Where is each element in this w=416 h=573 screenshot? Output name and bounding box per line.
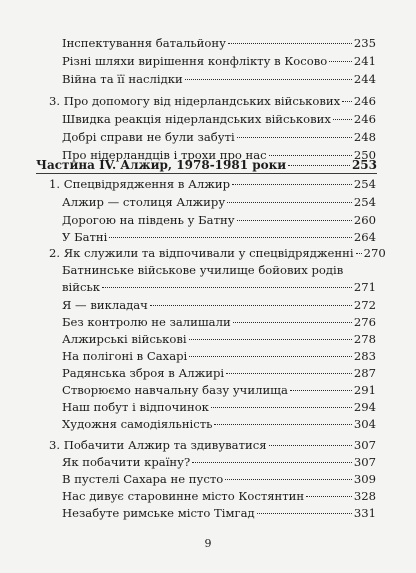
toc-entry-title: Створюємо навчальну базу училища — [62, 382, 288, 397]
toc-entry — [62, 36, 376, 50]
dot-leader — [192, 462, 352, 463]
dot-leader — [237, 137, 352, 138]
toc-entry-title: Про нідерландців і трохи про нас — [62, 147, 267, 162]
toc-entry-page: 244 — [353, 71, 376, 86]
dot-leader — [189, 339, 352, 340]
dot-leader — [189, 356, 352, 357]
dot-leader — [333, 119, 352, 120]
toc-entry-title: Інспектування батальйону — [62, 35, 226, 50]
toc-entry — [62, 417, 376, 431]
toc-entry-title: Радянська зброя в Алжирі — [62, 365, 225, 380]
toc-entry-page: 241 — [353, 53, 376, 68]
toc-entry-page: 309 — [353, 472, 376, 486]
toc-entry-title: Як побачити країну? — [62, 455, 191, 470]
dot-leader — [227, 202, 352, 203]
toc-entry — [62, 472, 376, 486]
toc-entry-title: Наш побут і відпочинок — [62, 399, 209, 414]
dot-leader — [288, 165, 350, 166]
dot-leader — [269, 155, 352, 156]
dot-leader — [214, 424, 351, 425]
toc-entry — [62, 230, 376, 244]
toc-entry-page: 291 — [353, 382, 376, 397]
toc-entry-title: Дорогою на південь у Батну — [62, 212, 235, 227]
toc-entry-page: 264 — [353, 230, 376, 245]
toc-entry-title: 3. Про допомогу від нідерландських військових — [49, 94, 341, 109]
dot-leader — [342, 101, 352, 102]
toc-entry-title: На полігоні в Сахарі — [62, 348, 188, 363]
toc-entry — [62, 455, 376, 469]
dot-leader — [109, 237, 352, 238]
toc-entry-page: 278 — [353, 331, 376, 346]
toc-entry-title: 1. Спецвідрядження в Алжир — [49, 176, 231, 191]
toc-entry — [62, 298, 376, 312]
toc-entry — [49, 177, 376, 191]
toc-entry — [62, 400, 376, 414]
dot-leader — [226, 373, 352, 374]
toc-entry-title: Добрі справи не були забуті — [62, 129, 235, 144]
toc-entry — [62, 213, 376, 227]
dot-leader — [257, 513, 352, 514]
toc-entry — [49, 438, 376, 452]
dot-leader — [102, 287, 352, 288]
toc-entry-page: 253 — [351, 158, 377, 173]
dot-leader — [329, 61, 352, 62]
toc-entry-title: Батнинське військове училище бойових родів — [62, 263, 344, 278]
toc-entry-page: 250 — [353, 147, 376, 162]
toc-entry — [49, 94, 376, 108]
toc-entry-title: 3. Побачити Алжир та здивуватися — [49, 438, 267, 453]
toc-entry-page: 254 — [353, 194, 376, 209]
toc-entry-page: 304 — [353, 416, 376, 431]
toc-entry-page: 307 — [353, 455, 376, 470]
toc-entry-page: 294 — [353, 399, 376, 414]
toc-entry-title: військ — [62, 280, 101, 295]
toc-entry-page: 248 — [353, 129, 376, 144]
toc-entry-page: 246 — [353, 111, 376, 126]
toc-entry-title: Незабуте римське місто Тімгад — [62, 505, 255, 520]
toc-entry — [62, 315, 376, 329]
toc-entry-page: 307 — [353, 438, 376, 453]
part-heading-rule — [36, 173, 377, 174]
toc-entry-title: В пустелі Сахара не пусто — [62, 472, 224, 486]
toc-entry-title: Без контролю не залишали — [62, 315, 231, 330]
toc-entry-page: 271 — [353, 280, 376, 295]
toc-entry-title: Художня самодіяльність — [62, 416, 213, 431]
toc-entry-page: 235 — [353, 35, 376, 50]
toc-entry — [62, 130, 376, 144]
toc-entry — [49, 246, 386, 261]
page-number: 9 — [204, 537, 212, 550]
toc-entry — [62, 506, 376, 520]
toc-entry-title: У Батні — [62, 230, 108, 245]
dot-leader — [228, 43, 352, 44]
toc-entry-page: 328 — [353, 488, 376, 503]
toc-entry — [62, 54, 376, 68]
toc-entry-title: Алжир — столиця Алжиру — [62, 194, 226, 209]
toc-part-heading — [36, 158, 377, 172]
toc-entry — [62, 280, 376, 294]
toc-entry-page: 276 — [353, 315, 376, 330]
dot-leader — [290, 390, 352, 391]
toc-entry — [62, 195, 376, 209]
dot-leader — [356, 253, 362, 254]
toc-entry-title: Нас дивує старовинне місто Костянтин — [62, 488, 305, 503]
dot-leader — [306, 496, 352, 497]
dot-leader — [269, 445, 352, 446]
toc-entry — [62, 72, 376, 86]
dot-leader — [237, 220, 352, 221]
dot-leader — [211, 407, 352, 408]
toc-entry-page: 287 — [353, 365, 376, 380]
toc-entry — [62, 366, 376, 380]
toc-entry-title: Частина IV. Алжир, 1978-1981 роки — [36, 158, 287, 173]
toc-entry — [62, 112, 376, 126]
dot-leader — [185, 79, 352, 80]
toc-entry — [62, 489, 376, 503]
dot-leader — [150, 305, 352, 306]
toc-entry — [62, 383, 376, 397]
toc-entry-page: 254 — [353, 176, 376, 191]
dot-leader — [233, 322, 352, 323]
toc-entry-page: 272 — [353, 298, 376, 313]
toc-entry — [62, 332, 376, 346]
toc-entry-title: Алжирські військові — [62, 331, 187, 346]
toc-entry-title: 2. Як служили та відпочивали у спецвідрядженні — [49, 246, 354, 261]
dot-leader — [232, 184, 352, 185]
toc-entry — [62, 263, 376, 277]
toc-entry-title: Я — викладач — [62, 298, 148, 313]
toc-entry-page: 246 — [353, 94, 376, 109]
toc-entry-page: 283 — [353, 348, 376, 363]
toc-entry-title: Різні шляхи вирішення конфлікту в Косово — [62, 53, 328, 68]
toc-entry-page: 270 — [363, 246, 386, 261]
toc-entry — [62, 349, 376, 363]
toc-entry-page: 331 — [353, 505, 376, 520]
toc-entry-page: 260 — [353, 212, 376, 227]
dot-leader — [225, 479, 352, 480]
toc-entry-title: Швидка реакція нідерландських військових — [62, 111, 331, 126]
toc-entry-title: Війна та її наслідки — [62, 71, 183, 86]
